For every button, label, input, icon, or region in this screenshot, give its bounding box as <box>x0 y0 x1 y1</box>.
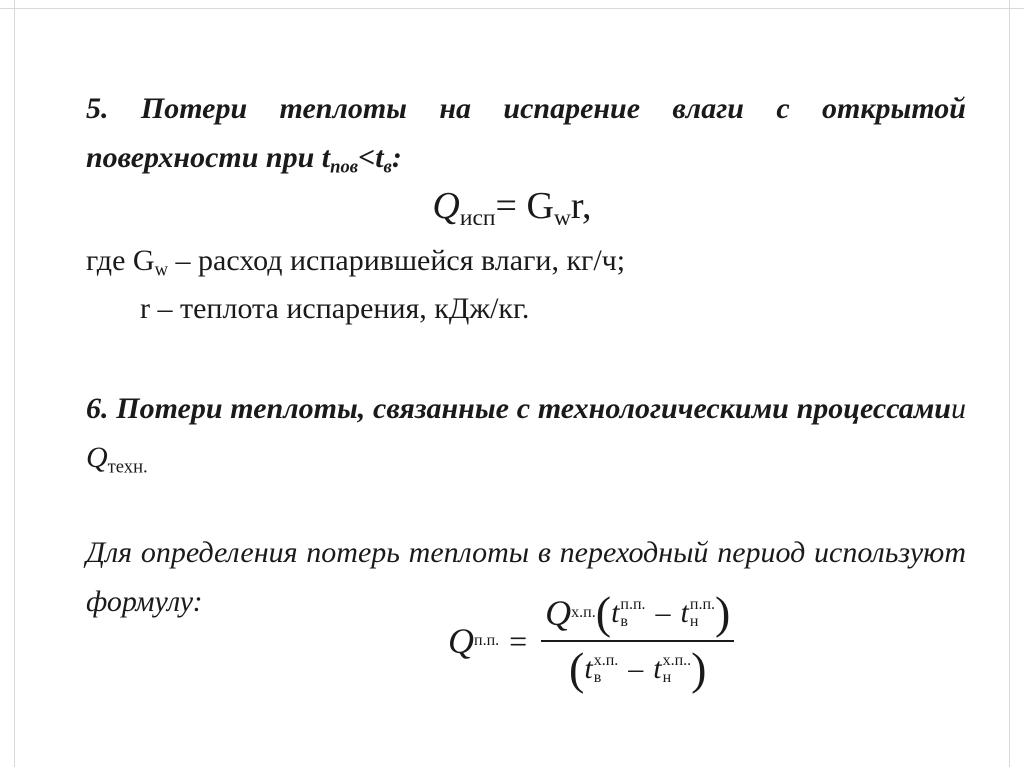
frame-top-line <box>0 8 1024 9</box>
t-pov-subscript: пов <box>330 156 359 178</box>
gw-subscript: w <box>154 259 168 281</box>
close-paren: ) <box>691 643 707 694</box>
q-symbol: Q <box>432 185 460 227</box>
where-gw-line <box>86 244 626 281</box>
t-symbol: t <box>680 596 689 629</box>
sub: в <box>593 669 602 686</box>
t-indices <box>690 596 715 630</box>
where-prefix: где G <box>86 244 155 277</box>
sub: н <box>689 613 699 630</box>
sup: п.п. <box>620 596 646 613</box>
sup: х.п.. <box>662 652 692 669</box>
t-symbol: t <box>584 652 593 685</box>
transition-period-text: Для определения потерь теплоты в переходный период используют формулу: <box>86 536 966 618</box>
close-paren: ) <box>715 587 731 638</box>
t-symbol: t <box>611 596 620 629</box>
fraction <box>541 587 734 694</box>
t-indices <box>663 652 692 686</box>
frame-right-line <box>1009 0 1010 767</box>
t-symbol: t <box>653 652 662 685</box>
sub: н <box>662 669 672 686</box>
q-pp-subscript: п.п. <box>474 632 500 649</box>
section-6-text: 6. Потери теплоты, связанные с технологическими процессами <box>86 392 951 425</box>
open-paren: ( <box>569 643 585 694</box>
numerator <box>541 587 734 638</box>
equals-g: = G <box>495 185 554 227</box>
section-5-heading <box>86 84 966 182</box>
less-than-t: <t <box>358 141 384 174</box>
frame-left-line <box>14 0 15 767</box>
open-paren: ( <box>595 587 612 638</box>
denominator <box>565 643 710 694</box>
section-5-text: 5. Потери теплоты на испарение влаги с открытой поверхности при t <box>86 92 966 174</box>
where-r-line: r – теплота испарения, кДж/кг. <box>140 292 530 325</box>
transition-formula <box>448 587 734 694</box>
t-v-subscript: в <box>383 156 392 178</box>
and-q: и Q <box>86 392 966 474</box>
q-hp-subscript: х.п. <box>571 604 596 621</box>
t-indices <box>620 596 645 630</box>
fraction-bar <box>541 640 734 642</box>
q-tech-subscript: техн. <box>107 456 148 478</box>
t-indices <box>594 652 619 686</box>
sub: в <box>620 613 628 630</box>
sup: х.п. <box>593 652 619 669</box>
g-subscript: w <box>553 205 571 232</box>
r-symbol: r, <box>570 185 592 227</box>
minus-sign: – <box>655 596 671 629</box>
section-6-heading <box>86 384 966 482</box>
colon: : <box>391 141 402 174</box>
sup: п.п. <box>689 596 715 613</box>
minus-sign: – <box>628 652 644 685</box>
equals-sign: = <box>509 622 528 659</box>
evaporation-formula <box>0 184 1024 232</box>
gw-definition: – расход испарившейся влаги, кг/ч; <box>168 244 626 277</box>
q-hp-symbol: Q <box>545 593 572 633</box>
q-subscript: исп <box>459 205 496 232</box>
q-pp-symbol: Q <box>448 621 474 661</box>
